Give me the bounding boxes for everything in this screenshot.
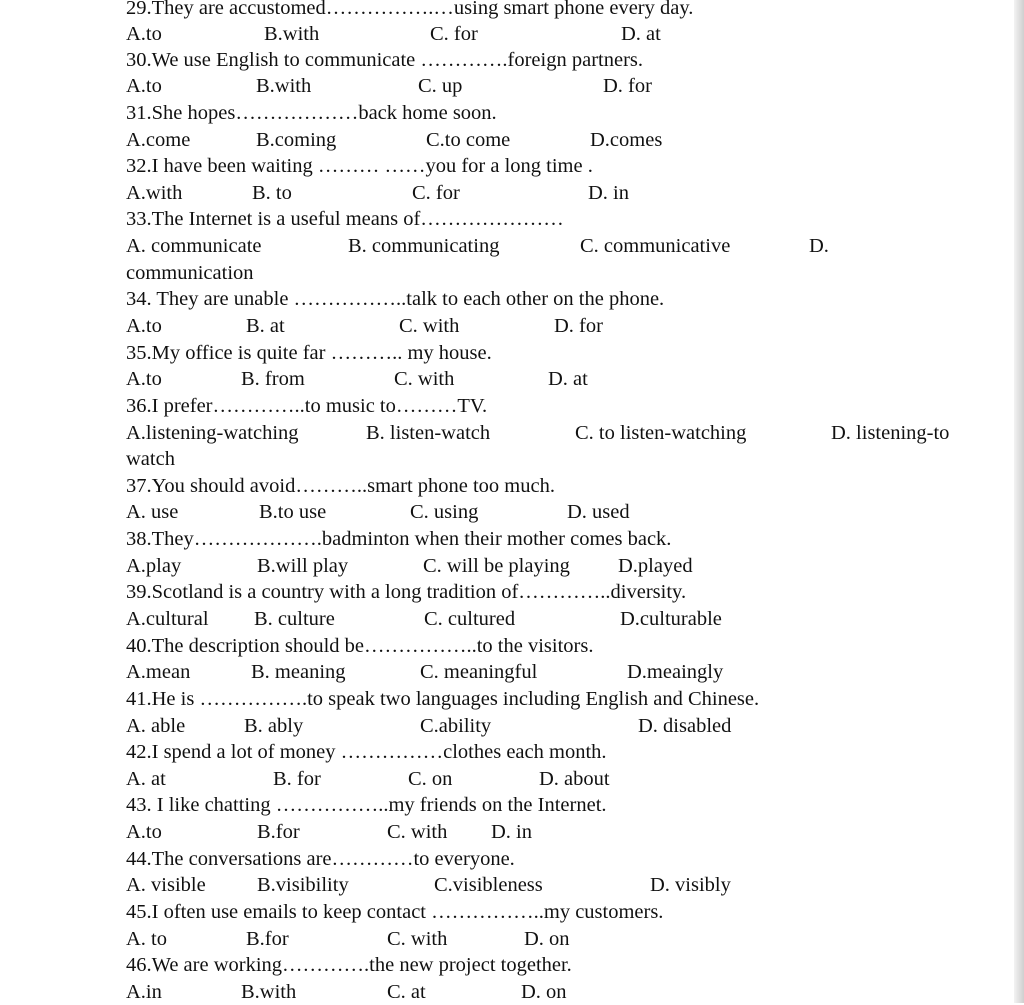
question-34-stem: 34. They are unable ……………..talk to each other on the phone. xyxy=(126,288,665,310)
option-b: B. for xyxy=(273,768,321,790)
question-39-stem: 39.Scotland is a country with a long tradition of…………..diversity. xyxy=(126,581,687,603)
option-a: A. able xyxy=(126,715,186,737)
option-b: B.with xyxy=(264,23,320,45)
question-40-options xyxy=(0,659,1024,685)
option-a: A. to xyxy=(126,928,167,950)
option-a: A.to xyxy=(126,821,162,843)
question-43-stem: 43. I like chatting ……………..my friends on the Internet. xyxy=(126,794,607,816)
option-c: C. using xyxy=(410,501,479,523)
option-b: B. meaning xyxy=(251,661,346,683)
option-a: A. use xyxy=(126,501,179,523)
question-37-stem: 37.You should avoid………..smart phone too much. xyxy=(126,475,555,497)
question-31-stem: 31.She hopes………………back home soon. xyxy=(126,102,497,124)
option-c: C. cultured xyxy=(424,608,516,630)
option-b: B. ably xyxy=(244,715,304,737)
question-29-options xyxy=(0,21,1024,47)
option-c: C. for xyxy=(412,182,460,204)
question-44-options xyxy=(0,872,1024,898)
option-b: B.with xyxy=(241,981,297,1003)
option-a: A.to xyxy=(126,75,162,97)
option-d: D. at xyxy=(548,368,588,390)
option-d: D.culturable xyxy=(620,608,722,630)
option-d: D. about xyxy=(539,768,610,790)
question-29-stem: 29.They are accustomed…………….…using smart phone every day. xyxy=(126,0,694,19)
question-32-stem: 32.I have been waiting ……… ……you for a long time . xyxy=(126,155,593,177)
question-45-options xyxy=(0,926,1024,952)
option-c: C. with xyxy=(394,368,455,390)
question-33-stem: 33.The Internet is a useful means of………………… xyxy=(126,208,564,230)
option-b: B.for xyxy=(257,821,300,843)
option-a: A.to xyxy=(126,368,162,390)
question-42-stem: 42.I spend a lot of money ……………clothes each month. xyxy=(126,741,607,763)
question-37-options xyxy=(0,499,1024,525)
option-d: D. on xyxy=(524,928,570,950)
option-b: B. at xyxy=(246,315,285,337)
question-41-stem: 41.He is …………….to speak two languages including English and Chinese. xyxy=(126,688,760,710)
option-b: B.with xyxy=(256,75,312,97)
option-d: D. in xyxy=(588,182,629,204)
question-39-options xyxy=(0,606,1024,632)
question-35-options xyxy=(0,366,1024,392)
option-d: D. on xyxy=(521,981,567,1003)
option-c: C. for xyxy=(430,23,478,45)
option-c: C.to come xyxy=(426,129,511,151)
option-c: C. up xyxy=(418,75,463,97)
option-b: B. communicating xyxy=(348,235,500,257)
question-31-options xyxy=(0,127,1024,153)
option-c: C. with xyxy=(399,315,460,337)
option-d: D. for xyxy=(554,315,603,337)
option-a: A.cultural xyxy=(126,608,209,630)
option-d: D. at xyxy=(621,23,661,45)
option-c: C. with xyxy=(387,821,448,843)
option-a: A.listening-watching xyxy=(126,422,299,444)
question-38-stem: 38.They……………….badminton when their mother comes back. xyxy=(126,528,672,550)
option-d: D.meaingly xyxy=(627,661,724,683)
option-d: D. visibly xyxy=(650,874,731,896)
option-b: B.visibility xyxy=(257,874,349,896)
option-a: A.play xyxy=(126,555,182,577)
option-b: B. listen-watch xyxy=(366,422,491,444)
question-43-options xyxy=(0,819,1024,845)
option-b: B. to xyxy=(252,182,292,204)
question-36-option-d-wrap: watch xyxy=(126,448,175,470)
option-d: D.comes xyxy=(590,129,663,151)
question-45-stem: 45.I often use emails to keep contact ……………..my customers. xyxy=(126,901,664,923)
question-42-options xyxy=(0,766,1024,792)
option-b: B.will play xyxy=(257,555,349,577)
option-d: D. listening-to xyxy=(831,422,950,444)
option-b: B.for xyxy=(246,928,289,950)
option-b: B.to use xyxy=(259,501,327,523)
option-d: D. used xyxy=(567,501,630,523)
question-44-stem: 44.The conversations are…………to everyone. xyxy=(126,848,515,870)
option-a: A.with xyxy=(126,182,183,204)
option-c: C. with xyxy=(387,928,448,950)
question-33-option-d-wrap: communication xyxy=(126,262,254,284)
question-33-options xyxy=(0,233,1024,259)
option-c: C. on xyxy=(408,768,453,790)
option-b: B.coming xyxy=(256,129,337,151)
option-a: A.in xyxy=(126,981,162,1003)
question-36-stem: 36.I prefer…………..to music to………TV. xyxy=(126,395,488,417)
option-d: D.played xyxy=(618,555,693,577)
option-a: A. at xyxy=(126,768,166,790)
option-c: C. at xyxy=(387,981,426,1003)
option-a: A. visible xyxy=(126,874,206,896)
option-c: C. to listen-watching xyxy=(575,422,747,444)
question-41-options xyxy=(0,713,1024,739)
question-30-options xyxy=(0,73,1024,99)
option-c: C. meaningful xyxy=(420,661,538,683)
question-30-stem: 30.We use English to communicate ………….foreign partners. xyxy=(126,49,643,71)
option-a: A.mean xyxy=(126,661,191,683)
question-46-stem: 46.We are working………….the new project together. xyxy=(126,954,572,976)
question-35-stem: 35.My office is quite far ……….. my house. xyxy=(126,342,492,364)
option-c: C.ability xyxy=(420,715,492,737)
option-d: D. disabled xyxy=(638,715,732,737)
question-36-options xyxy=(0,420,1024,446)
question-34-options xyxy=(0,313,1024,339)
question-32-options xyxy=(0,180,1024,206)
question-46-options xyxy=(0,979,1024,1005)
option-a: A. communicate xyxy=(126,235,262,257)
option-a: A.come xyxy=(126,129,191,151)
option-a: A.to xyxy=(126,315,162,337)
option-d: D. xyxy=(809,235,829,257)
option-d: D. in xyxy=(491,821,532,843)
option-a: A.to xyxy=(126,23,162,45)
option-c: C. communicative xyxy=(580,235,731,257)
option-d: D. for xyxy=(603,75,652,97)
option-c: C. will be playing xyxy=(423,555,570,577)
question-38-options xyxy=(0,553,1024,579)
option-b: B. from xyxy=(241,368,305,390)
option-b: B. culture xyxy=(254,608,335,630)
option-c: C.visibleness xyxy=(434,874,543,896)
question-40-stem: 40.The description should be……………..to the visitors. xyxy=(126,635,594,657)
page-edge-shadow xyxy=(1014,0,1024,1003)
